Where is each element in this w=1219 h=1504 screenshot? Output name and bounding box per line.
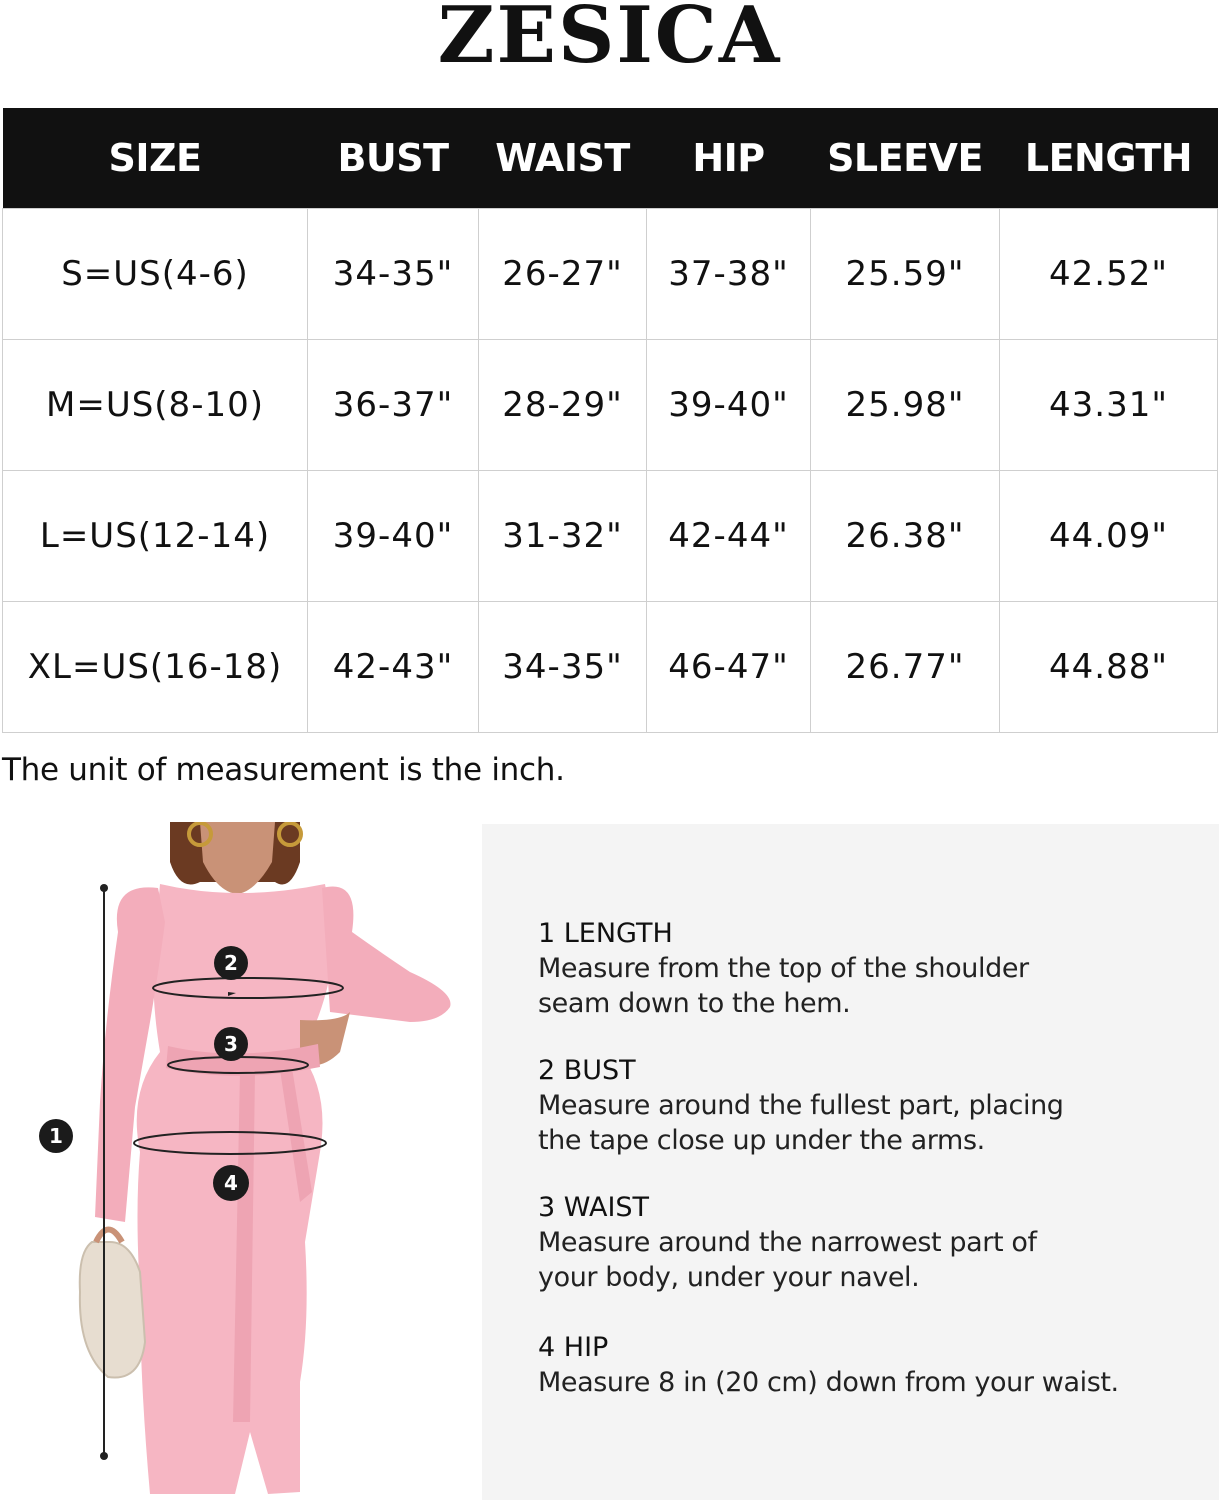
hand-left bbox=[96, 1230, 122, 1243]
waist-cell: 34-35" bbox=[479, 602, 647, 733]
size-cell: S=US(4-6) bbox=[3, 209, 308, 340]
header-size: SIZE bbox=[3, 108, 308, 209]
step-title: 3 WAIST bbox=[538, 1192, 650, 1223]
model-figure bbox=[0, 822, 480, 1500]
waist-cell: 28-29" bbox=[479, 340, 647, 471]
sleeve-cell: 25.98" bbox=[811, 340, 1000, 471]
handbag bbox=[80, 1242, 145, 1378]
header-hip: HIP bbox=[647, 108, 811, 209]
step-title: 2 BUST bbox=[538, 1055, 636, 1086]
hip-cell: 39-40" bbox=[647, 340, 811, 471]
table-row bbox=[3, 602, 1218, 733]
badge-4 bbox=[213, 1165, 249, 1201]
step-description: Measure around the fullest part, placing the tape close up under the arms. bbox=[538, 1090, 1064, 1156]
sleeve-cell: 26.38" bbox=[811, 471, 1000, 602]
size-chart-table bbox=[2, 108, 1218, 733]
bust-cell: 34-35" bbox=[308, 209, 479, 340]
step-description: Measure around the narrowest part of your body, under your navel. bbox=[538, 1227, 1037, 1293]
unit-note: The unit of measurement is the inch. bbox=[2, 752, 565, 788]
badge-2-label: 2 bbox=[224, 951, 238, 975]
header-bust: BUST bbox=[308, 108, 479, 209]
table-row bbox=[3, 340, 1218, 471]
badge-4-label: 4 bbox=[224, 1171, 238, 1195]
hip-cell: 37-38" bbox=[647, 209, 811, 340]
size-cell: M=US(8-10) bbox=[3, 340, 308, 471]
table-row bbox=[3, 209, 1218, 340]
header-waist: WAIST bbox=[479, 108, 647, 209]
guide-step-waist bbox=[538, 1191, 1178, 1295]
length-line-top bbox=[100, 884, 108, 892]
step-description: Measure 8 in (20 cm) down from your waist. bbox=[538, 1367, 1119, 1398]
guide-step-hip bbox=[538, 1331, 1178, 1400]
step-title: 1 LENGTH bbox=[538, 918, 673, 949]
bust-cell: 36-37" bbox=[308, 340, 479, 471]
length-cell: 43.31" bbox=[1000, 340, 1218, 471]
badge-3-label: 3 bbox=[224, 1032, 238, 1056]
table-header-row bbox=[3, 108, 1218, 209]
length-line-bottom bbox=[100, 1452, 108, 1460]
length-cell: 44.88" bbox=[1000, 602, 1218, 733]
length-cell: 42.52" bbox=[1000, 209, 1218, 340]
bust-cell: 42-43" bbox=[308, 602, 479, 733]
sleeve-cell: 25.59" bbox=[811, 209, 1000, 340]
badge-3 bbox=[214, 1027, 248, 1061]
badge-1 bbox=[39, 1119, 73, 1153]
bust-cell: 39-40" bbox=[308, 471, 479, 602]
brand-logo: ZESICA bbox=[437, 0, 782, 81]
step-title: 4 HIP bbox=[538, 1332, 609, 1363]
measurement-guide-panel bbox=[482, 824, 1219, 1500]
badge-1-label: 1 bbox=[49, 1124, 63, 1148]
waist-cell: 26-27" bbox=[479, 209, 647, 340]
step-description: Measure from the top of the shoulder seam down to the hem. bbox=[538, 953, 1029, 1019]
size-cell: L=US(12-14) bbox=[3, 471, 308, 602]
hip-cell: 42-44" bbox=[647, 471, 811, 602]
guide-step-bust bbox=[538, 1054, 1178, 1158]
guide-step-length bbox=[538, 917, 1178, 1021]
sleeve-right bbox=[322, 886, 451, 1022]
header-length: LENGTH bbox=[1000, 108, 1218, 209]
length-cell: 44.09" bbox=[1000, 471, 1218, 602]
dress-illustration bbox=[0, 822, 480, 1500]
hip-cell: 46-47" bbox=[647, 602, 811, 733]
badge-2 bbox=[214, 946, 248, 980]
sleeve-cell: 26.77" bbox=[811, 602, 1000, 733]
waist-cell: 31-32" bbox=[479, 471, 647, 602]
header-sleeve: SLEEVE bbox=[811, 108, 1000, 209]
table-row bbox=[3, 471, 1218, 602]
size-cell: XL=US(16-18) bbox=[3, 602, 308, 733]
